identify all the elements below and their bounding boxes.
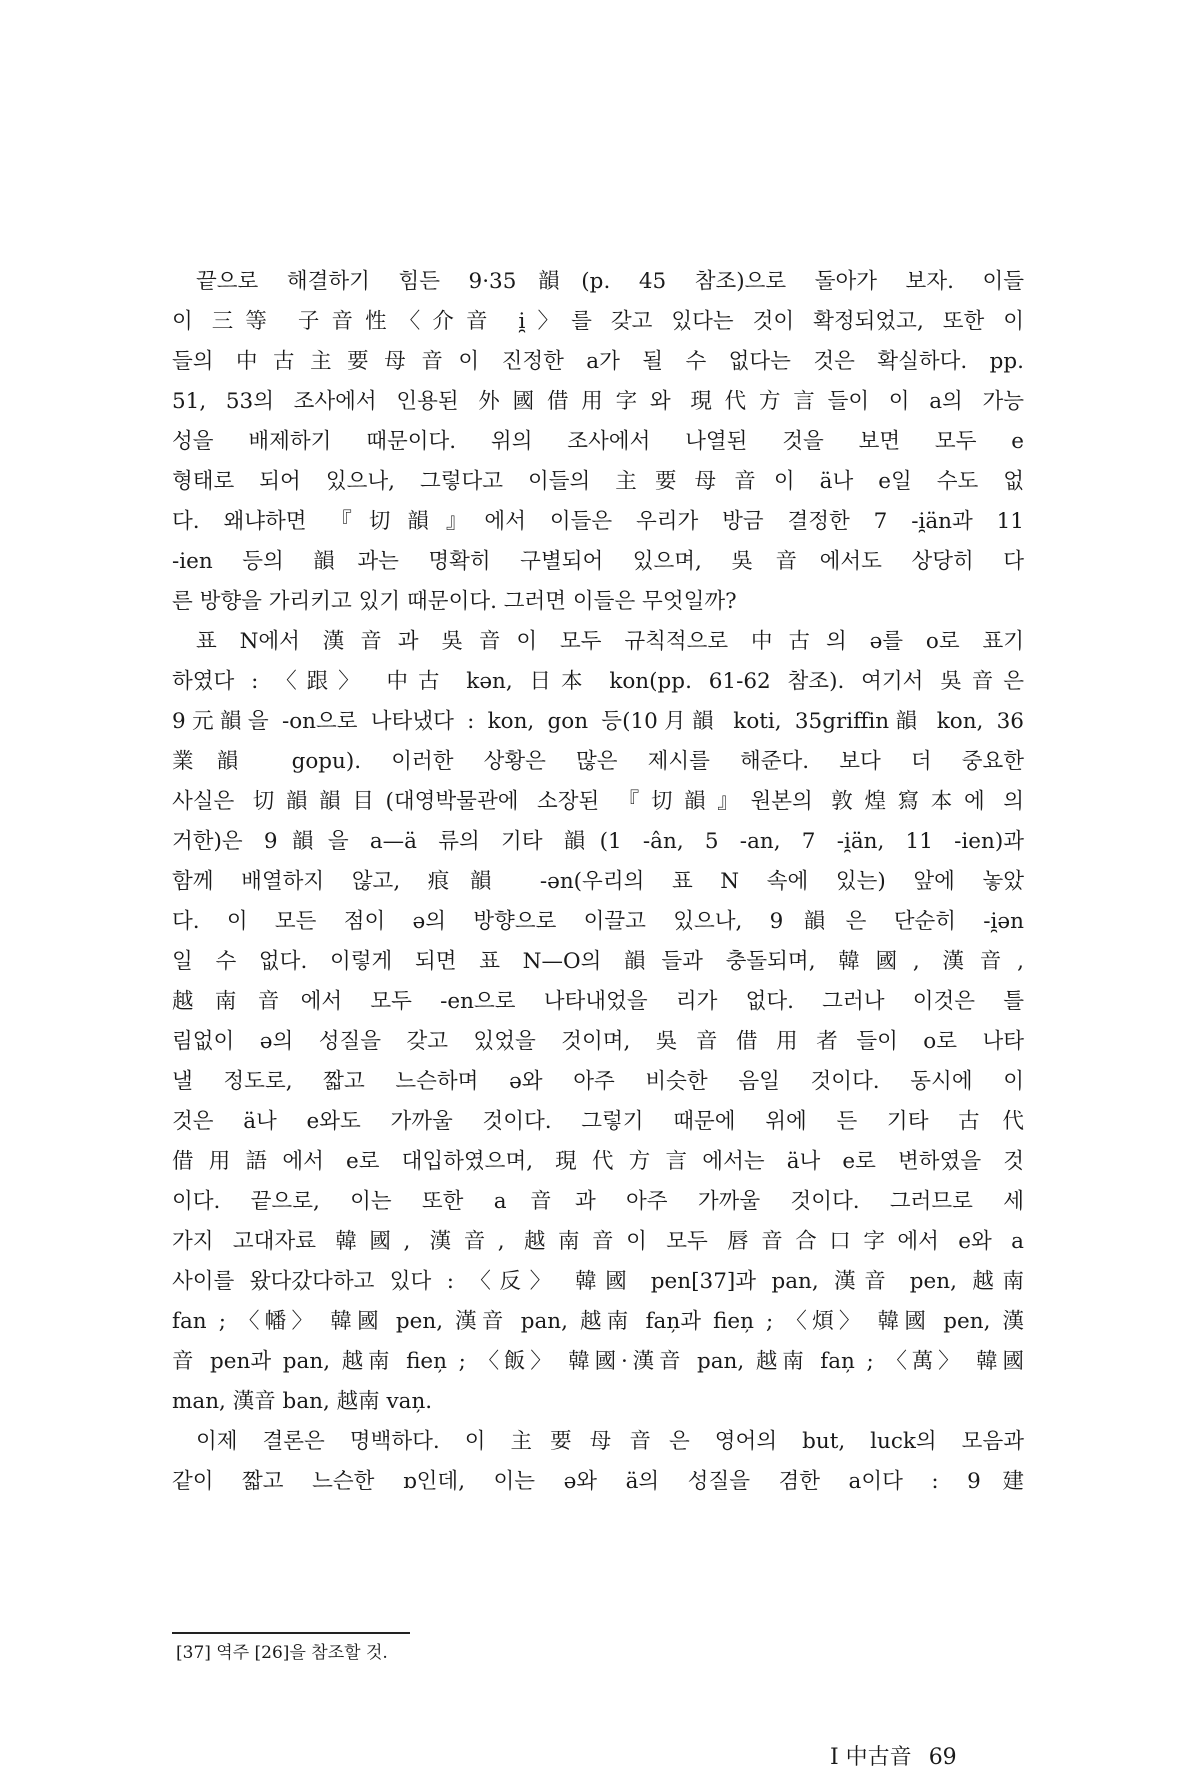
- body-line: 일 수 없다. 이렇게 되면 표 N—O의 韻들과 충돌되며, 韓國, 漢音,: [172, 949, 1024, 974]
- body-line: 借用語에서 e로 대입하였으며, 現代方言에서는 ä나 e로 변하였을 것: [172, 1149, 1024, 1174]
- body-line: 51, 53의 조사에서 인용된 外國借用字와 現代方言들이 이 a의 가능: [172, 389, 1024, 414]
- body-line: 것은 ä나 e와도 가까울 것이다. 그렇기 때문에 위에 든 기타 古代: [172, 1109, 1024, 1134]
- body-line: 越南音에서 모두 -en으로 나타내었을 리가 없다. 그러나 이것은 틀: [172, 989, 1024, 1014]
- body-line: 표 N에서 漢音과 吳音이 모두 규칙적으로 中古의 ə를 o로 표기: [196, 629, 1024, 654]
- body-line: 낼 정도로, 짧고 느슨하며 ə와 아주 비슷한 음일 것이다. 동시에 이: [172, 1069, 1024, 1094]
- body-line: 業韻 gopu). 이러한 상황은 많은 제시를 해준다. 보다 더 중요한: [172, 749, 1024, 774]
- footnote-divider: [172, 1632, 410, 1634]
- body-line: 가지 고대자료 韓國, 漢音, 越南音이 모두 唇音合口字에서 e와 a: [172, 1229, 1024, 1254]
- body-line: 다. 왜냐하면 『切韻』에서 이들은 우리가 방금 결정한 7 -i̯än과 11: [172, 509, 1024, 534]
- body-line: 끝으로 해결하기 힘든 9·35韻(p. 45 참조)으로 돌아가 보자. 이들: [196, 269, 1024, 294]
- footnote: [37] 역주 [26]을 참조할 것.: [176, 1643, 388, 1663]
- body-line: 이 三等 子音性〈介音 i̯〉를 갖고 있다는 것이 확정되었고, 또한 이: [172, 309, 1024, 334]
- body-line: 성을 배제하기 때문이다. 위의 조사에서 나열된 것을 보면 모두 e: [172, 429, 1024, 454]
- body-line: 림없이 ə의 성질을 갖고 있었을 것이며, 吳音借用者들이 o로 나타: [172, 1029, 1024, 1054]
- body-line: 이제 결론은 명백하다. 이 主要母音은 영어의 but, luck의 모음과: [196, 1429, 1024, 1454]
- page-number: 69: [928, 1745, 957, 1770]
- body-line: 이다. 끝으로, 이는 또한 a音과 아주 가까울 것이다. 그러므로 세: [172, 1189, 1024, 1214]
- body-line: 른 방향을 가리키고 있기 때문이다. 그러면 이들은 무엇일까?: [172, 589, 737, 614]
- body-line: 音 pen과 pan, 越南 fien̦ ; 〈飯〉 韓國·漢音 pan, 越南 fan̦ ; 〈萬〉 韓國: [172, 1349, 1024, 1374]
- body-line: 9元韻을 -on으로 나타냈다 : kon, gon 등(10月韻 koti, 35griffin韻 kon, 36: [172, 709, 1024, 734]
- body-line: fan ; 〈幡〉 韓國 pen, 漢音 pan, 越南 fan̦과 fien̦ ; 〈煩〉 韓國 pen, 漢: [172, 1309, 1024, 1334]
- body-line: 하였다 : 〈跟〉 中古 kən, 日本 kon(pp. 61-62 참조). 여기서 吳音은: [172, 669, 1024, 694]
- body-line: 같이 짧고 느슨한 ɒ인데, 이는 ə와 ä의 성질을 겸한 a이다 : 9建: [172, 1469, 1024, 1494]
- body-line: 들의 中古主要母音이 진정한 a가 될 수 없다는 것은 확실하다. pp.: [172, 349, 1024, 374]
- body-line: man, 漢音 ban, 越南 van̦.: [172, 1389, 433, 1414]
- body-line: -ien 등의 韻과는 명확히 구별되어 있으며, 吳音에서도 상당히 다: [172, 549, 1024, 574]
- body-line: 거한)은 9韻을 a—ä 류의 기타 韻(1 -ân, 5 -an, 7 -i̯än, 11 -ien)과: [172, 829, 1024, 854]
- running-section-title: I 中古音: [830, 1745, 912, 1770]
- body-line: 다. 이 모든 점이 ə의 방향으로 이끌고 있으나, 9韻은 단순히 -i̯ən: [172, 909, 1024, 934]
- body-text: [172, 262, 1024, 1502]
- body-line: 사이를 왔다갔다하고 있다 : 〈反〉 韓國 pen[37]과 pan, 漢音 pen, 越南: [172, 1269, 1024, 1294]
- body-line: 사실은 切韻韻目(대영박물관에 소장된 『切韻』원본의 敦煌寫本에 의: [172, 789, 1024, 814]
- page-footer: [820, 1743, 957, 1773]
- body-line: 함께 배열하지 않고, 痕韻 -ən(우리의 표 N 속에 있는) 앞에 놓았: [172, 869, 1024, 894]
- body-line: 형태로 되어 있으나, 그렇다고 이들의 主要母音이 ä나 e일 수도 없: [172, 469, 1024, 494]
